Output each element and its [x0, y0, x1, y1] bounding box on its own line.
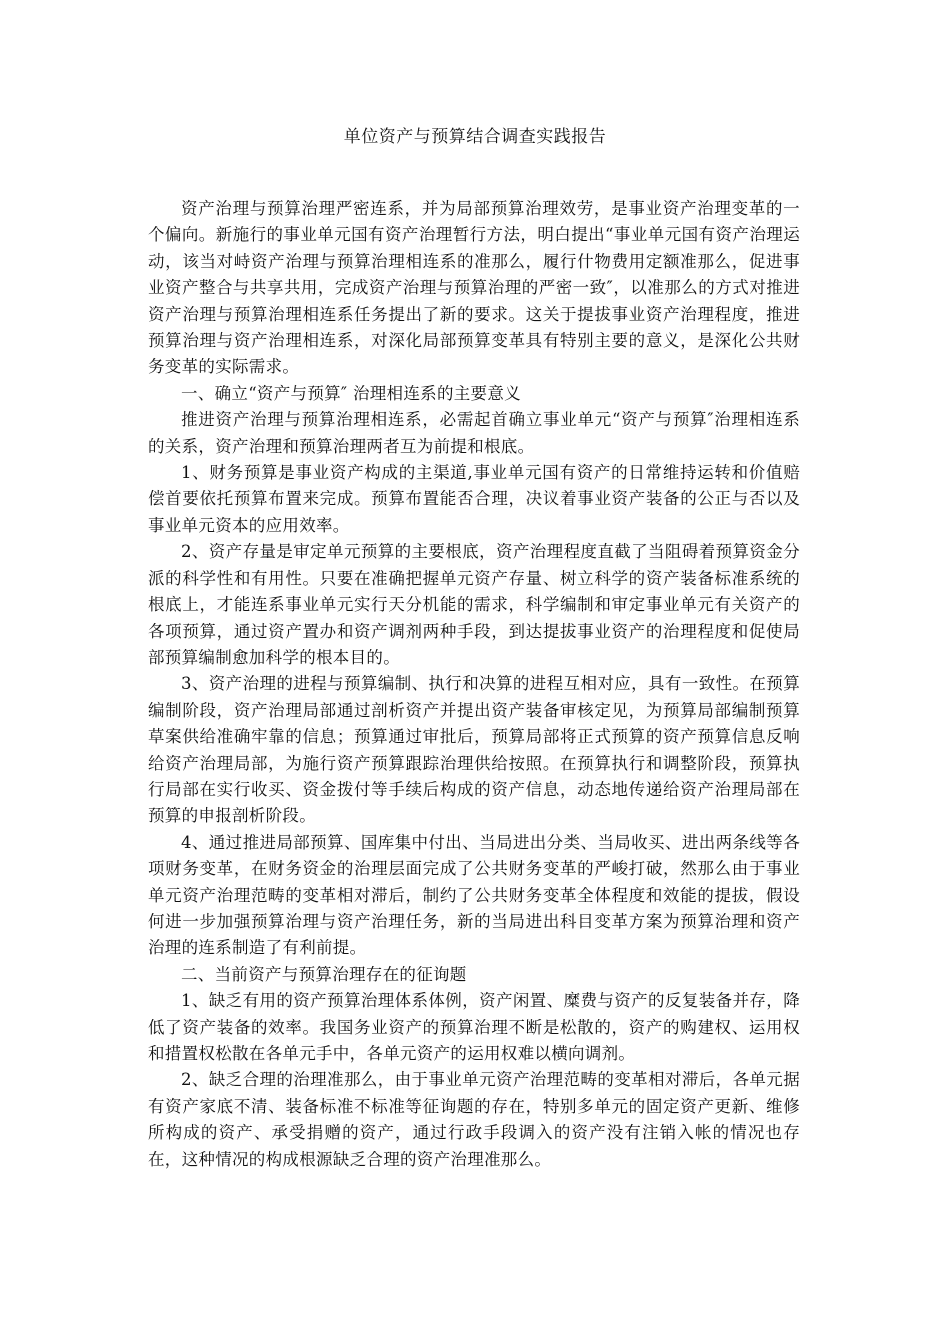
- paragraph-point-1: 1、财务预算是事业资产构成的主渠道,事业单元国有资产的日常维持运转和价值赔偿首要依托预算布置来完成。预算布置能否合理，决议着事业资产装备的公正与否以及事业单元资本的应用效率。: [148, 463, 800, 535]
- document-body: [148, 196, 800, 1173]
- document-title: 单位资产与预算结合调查实践报告: [343, 127, 607, 147]
- paragraph-section-1-intro: 推进资产治理与预算治理相连系，必需起首确立事业单元“资产与预算″治理相连系的关系，资产治理和预算治理两者互为前提和根底。: [148, 410, 800, 456]
- paragraph-intro: 资产治理与预算治理严密连系，并为局部预算治理效劳，是事业资产治理变革的一个偏向。新施行的事业单元国有资产治理暂行方法，明白提出“事业单元国有资产治理运动，该当对峙资产治理与预算治理相连系的准那么，履行什物费用定额准那么，促进事业资产整合与共享共用，完成资产治理与预算治理的严密一致″，以准那么的方式对推进资产治理与预算治理相连系任务提出了新的要求。这关于提拔事业资产治理程度，推进预算治理与资产治理相连系，对深化局部预算变革具有特别主要的意义，是深化公共财务变革的实际需求。: [148, 199, 800, 377]
- section-heading-1: 一、确立“资产与预算″ 治理相连系的主要意义: [181, 383, 521, 403]
- section-heading-2: 二、当前资产与预算治理存在的征询题: [181, 964, 467, 984]
- paragraph-point-4: 4、通过推进局部预算、国库集中付出、当局进出分类、当局收买、进出两条线等各项财务变革，在财务资金的治理层面完成了公共财务变革的严峻打破，然那么由于事业单元资产治理范畴的变革相对滞后，制约了公共财务变革全体程度和效能的提拔，假设何进一步加强预算治理与资产治理任务，新的当局进出科目变革方案为预算治理和资产治理的连系制造了有利前提。: [148, 832, 800, 958]
- paragraph-point-3: 3、资产治理的进程与预算编制、执行和决算的进程互相对应，具有一致性。在预算编制阶段，资产治理局部通过剖析资产并提出资产装备审核定见，为预算局部编制预算草案供给准确牢靠的信息；预算通过审批后，预算局部将正式预算的资产预算信息反响给资产治理局部，为施行资产预算跟踪治理供给按照。在预算执行和调整阶段，预算执行局部在实行收买、资金拨付等手续后构成的资产信息，动态地传递给资产治理局部在预算的申报剖析阶段。: [148, 674, 800, 826]
- paragraph-point-2: 2、资产存量是审定单元预算的主要根底，资产治理程度直截了当阻碍着预算资金分派的科学性和有用性。只要在准确把握单元资产存量、树立科学的资产装备标准系统的根底上，才能连系事业单元实行天分机能的需求，科学编制和审定事业单元有关资产的各项预算，通过资产置办和资产调剂两种手段，到达提拔事业资产的治理程度和促使局部预算编制愈加科学的根本目的。: [148, 542, 800, 667]
- paragraph-problem-1: 1、缺乏有用的资产预算治理体系体例，资产闲置、糜费与资产的反复装备并存，降低了资产装备的效率。我国务业资产的预算治理不断是松散的，资产的购建权、运用权和措置权松散在各单元手中，各单元资产的运用权难以横向调剂。: [148, 991, 800, 1063]
- paragraph-problem-2: 2、缺乏合理的治理准那么，由于事业单元资产治理范畴的变革相对滞后，各单元据有资产家底不清、装备标准不标准等征询题的存在，特别多单元的固定资产更新、维修所构成的资产、承受捐赠的资产，通过行政手段调入的资产没有注销入帐的情况也存在，这种情况的构成根源缺乏合理的资产治理准那么。: [148, 1070, 800, 1169]
